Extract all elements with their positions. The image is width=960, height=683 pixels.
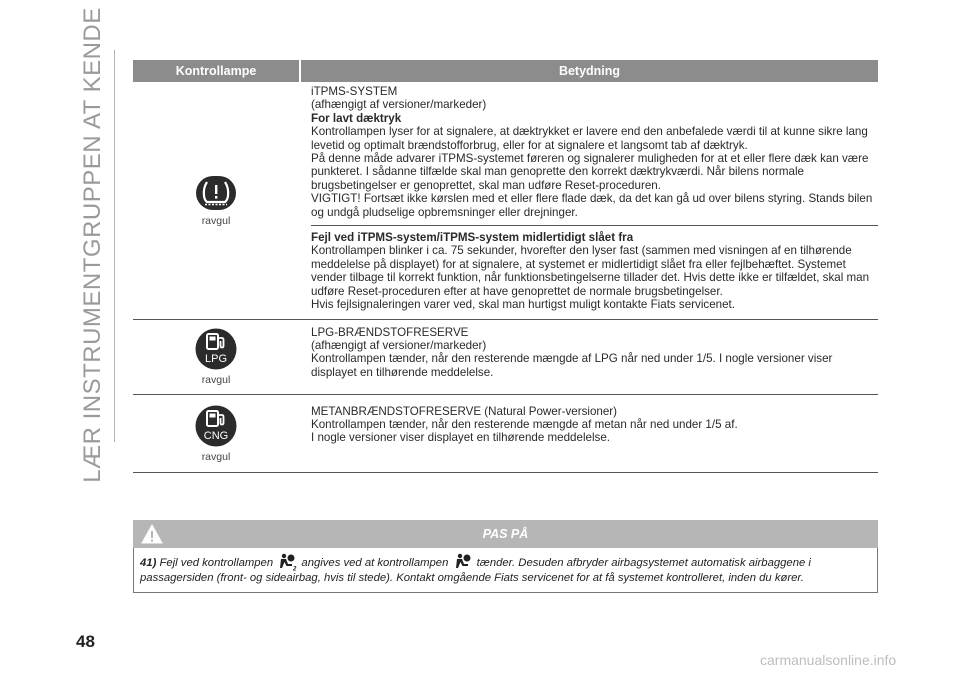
tpms-paragraph: På denne måde advarer iTPMS-systemet føreren og signalerer muligheden for at et eller flere dæk kan være punkteret. I sådanne tilfælde skal man genoprette den korrekt dæktrykværdi. Når bilens normale brugsbetingelser er genoprettet, skal man udføre Reset-proceduren.: [311, 152, 869, 192]
svg-text:2: 2: [293, 566, 297, 573]
note-number: 41): [140, 557, 157, 569]
warning-body: [133, 548, 878, 593]
meaning-cell: [299, 320, 878, 394]
header-betydning: Betydning: [299, 60, 878, 82]
tpms-paragraph: Kontrollampen blinker i ca. 75 sekunder, hvorefter den lyser fast (sammen med visningen af en tilhørende meddelelse på displayet) for at signalere, at systemet er midlertidigt slået fra eller fejlbehæftet. Systemet vender tilbage til korrekt funktion, når funktionsbetingelserne tillader det. Hvis dette ikke er tilfældet, skal man udføre Reset-proceduren efter at have genoprettet de normale brugsbetingelser.: [311, 244, 870, 298]
tpms-heading-low-pressure: For lavt dæktryk: [311, 111, 402, 125]
tpms-intro-line: (afhængigt af versioner/markeder): [311, 98, 487, 112]
tpms-intro-line: iTPMS-SYSTEM: [311, 85, 398, 98]
svg-text:LPG: LPG: [204, 353, 228, 365]
tpms-heading-fault: Fejl ved iTPMS-system/iTPMS-system midlertidigt slået fra: [311, 231, 634, 245]
warning-box: [133, 520, 878, 593]
warning-header: [133, 520, 878, 548]
icon-cell: [133, 320, 299, 394]
warning-lights-table: [133, 60, 878, 473]
icon-cell: [133, 82, 299, 319]
chapter-divider-line: [114, 50, 115, 442]
icon-color-label: ravgul: [201, 450, 231, 463]
tpms-warning-icon: [194, 174, 238, 212]
header-kontrollampe: Kontrollampe: [175, 64, 257, 78]
warning-text-part: angives ved at kontrollampen: [301, 557, 449, 569]
table-row-tpms: [133, 82, 878, 320]
airbag-icon: [454, 553, 472, 571]
cng-line: I nogle versioner viser displayet en tilhørende meddelelse.: [311, 431, 611, 445]
lpg-line: LPG-BRÆNDSTOFRESERVE: [311, 325, 469, 339]
tpms-paragraph: VIGTIGT! Fortsæt ikke kørslen med et eller flere flade dæk, da det kan gå ud over bilens styring. Stands bilen og undgå pludselige opbremsninger eller drejninger.: [311, 192, 873, 219]
watermark: carmanualsonline.info: [760, 652, 897, 668]
icon-cell: [133, 395, 299, 472]
warning-text-part: tænder. Desuden afbryder airbagsystemet automatisk airbaggene i passagersiden (front- og sideairbag, hvis til stede). Kontakt omgående Fiats servicenet for at få systemet kontrolleret, inden du kører.: [140, 557, 811, 584]
tpms-paragraph: Kontrollampen lyser for at signalere, at dæktrykket er lavere end den anbefalede værdi til at kunne sikre lang levetid og optimalt brændstofforbrug, eller for at signalere et langsomt tab af dæktryk.: [311, 125, 868, 152]
lpg-fuel-icon: [194, 327, 238, 371]
lpg-line: Kontrollampen tænder, når den resterende mængde af LPG når ned under 1/5. I nogle versioner viser displayet en tilhørende meddelelse.: [311, 352, 833, 379]
tpms-fault-section: [311, 225, 878, 318]
chapter-title-text: LÆR INSTRUMENTGRUPPEN AT KENDE: [79, 7, 106, 483]
table-header: [133, 60, 878, 82]
page-number: 48: [76, 632, 95, 651]
svg-text:CNG: CNG: [203, 429, 229, 442]
table-row-lpg: [133, 320, 878, 395]
icon-color-label: ravgul: [201, 374, 231, 386]
meaning-cell: [299, 82, 878, 319]
chapter-side-title: [76, 7, 110, 483]
warning-title: PAS PÅ: [482, 527, 529, 541]
airbag-off-icon: [278, 553, 296, 571]
tpms-paragraph: Hvis fejlsignaleringen varer ved, skal man hurtigst muligt kontakte Fiats servicenet.: [311, 298, 735, 312]
cng-line: METANBRÆNDSTOFRESERVE (Natural Power-versioner): [311, 404, 618, 418]
warning-text-part: Fejl ved kontrollampen: [159, 557, 274, 569]
cng-fuel-icon: [194, 404, 238, 448]
meaning-cell: [299, 395, 878, 472]
icon-color-label: ravgul: [201, 214, 231, 227]
table-row-cng: [133, 395, 878, 473]
lpg-line: (afhængigt af versioner/markeder): [311, 338, 487, 352]
cng-line: Kontrollampen tænder, når den resterende mængde af metan når ned under 1/5 af.: [311, 417, 738, 431]
